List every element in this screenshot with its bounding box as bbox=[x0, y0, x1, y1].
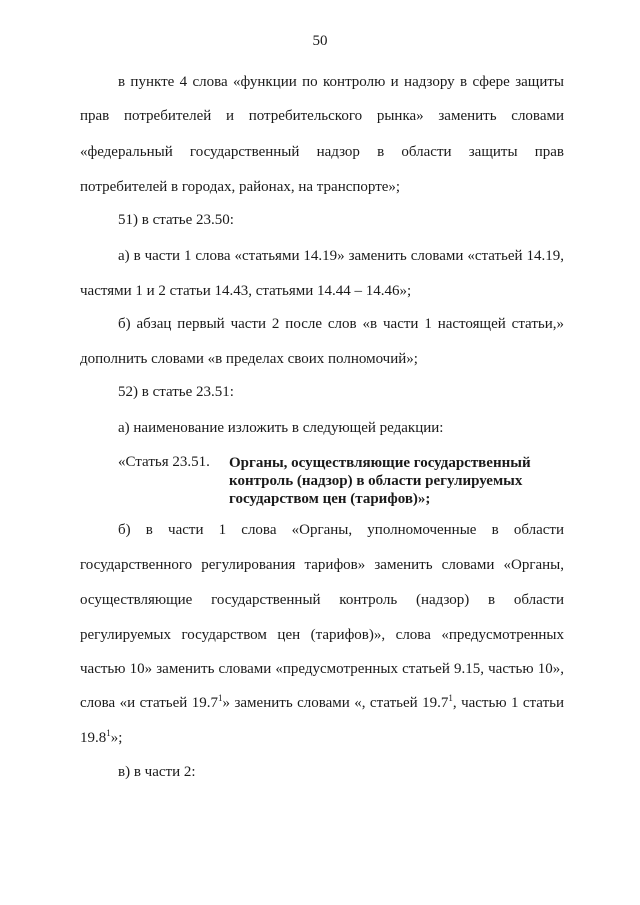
paragraph-line: в) в части 2: bbox=[118, 764, 196, 780]
paragraph-line: частью 10» заменить словами «предусмотренных статьей 9.15, частью 10», bbox=[80, 661, 564, 677]
text-run: , частью 1 статьи bbox=[452, 695, 564, 711]
text-run: слова «и статьей 19.7 bbox=[80, 695, 219, 711]
paragraph-line: а) в части 1 слова «статьями 14.19» заменить словами «статьей 14.19, bbox=[118, 248, 564, 264]
superscript: 1 bbox=[448, 693, 453, 703]
paragraph-line bbox=[80, 729, 564, 747]
paragraph-line: 51) в статье 23.50: bbox=[118, 212, 234, 228]
paragraph-line: б) абзац первый части 2 после слов «в части 1 настоящей статьи,» bbox=[118, 316, 564, 332]
paragraph-line: «федеральный государственный надзор в области защиты прав bbox=[80, 144, 564, 160]
paragraph-line: 52) в статье 23.51: bbox=[118, 384, 234, 400]
text-run: »; bbox=[110, 730, 123, 746]
page-number: 50 bbox=[312, 33, 328, 49]
paragraph-line: в пункте 4 слова «функции по контролю и надзору в сфере защиты bbox=[118, 74, 564, 90]
paragraph-line: осуществляющие государственный контроль (надзор) в области bbox=[80, 592, 564, 608]
text-run: » заменить словами «, статьей 19.7 bbox=[222, 695, 449, 711]
paragraph-line: а) наименование изложить в следующей редакции: bbox=[118, 420, 444, 436]
paragraph-line: дополнить словами «в пределах своих полномочий»; bbox=[80, 351, 418, 367]
paragraph-line bbox=[80, 694, 564, 712]
article-title-line: государством цен (тарифов)»; bbox=[229, 491, 431, 507]
article-title bbox=[229, 454, 549, 508]
superscript: 1 bbox=[106, 728, 111, 738]
paragraph-line: государственного регулирования тарифов» заменить словами «Органы, bbox=[80, 557, 564, 573]
superscript: 1 bbox=[218, 693, 223, 703]
paragraph-line: регулируемых государством цен (тарифов)», слова «предусмотренных bbox=[80, 627, 564, 643]
paragraph-line: прав потребителей и потребительского рынка» заменить словами bbox=[80, 108, 564, 124]
article-title-line: контроль (надзор) в области регулируемых bbox=[229, 473, 523, 489]
paragraph-line: потребителей в городах, районах, на транспорте»; bbox=[80, 179, 401, 195]
paragraph-line: б) в части 1 слова «Органы, уполномоченные в области bbox=[118, 522, 564, 538]
text-run: 19.8 bbox=[80, 730, 107, 746]
article-number: «Статья 23.51. bbox=[118, 454, 210, 470]
article-title-line: Органы, осуществляющие государственный bbox=[229, 455, 531, 471]
paragraph-line: частями 1 и 2 статьи 14.43, статьями 14.44 – 14.46»; bbox=[80, 283, 412, 299]
